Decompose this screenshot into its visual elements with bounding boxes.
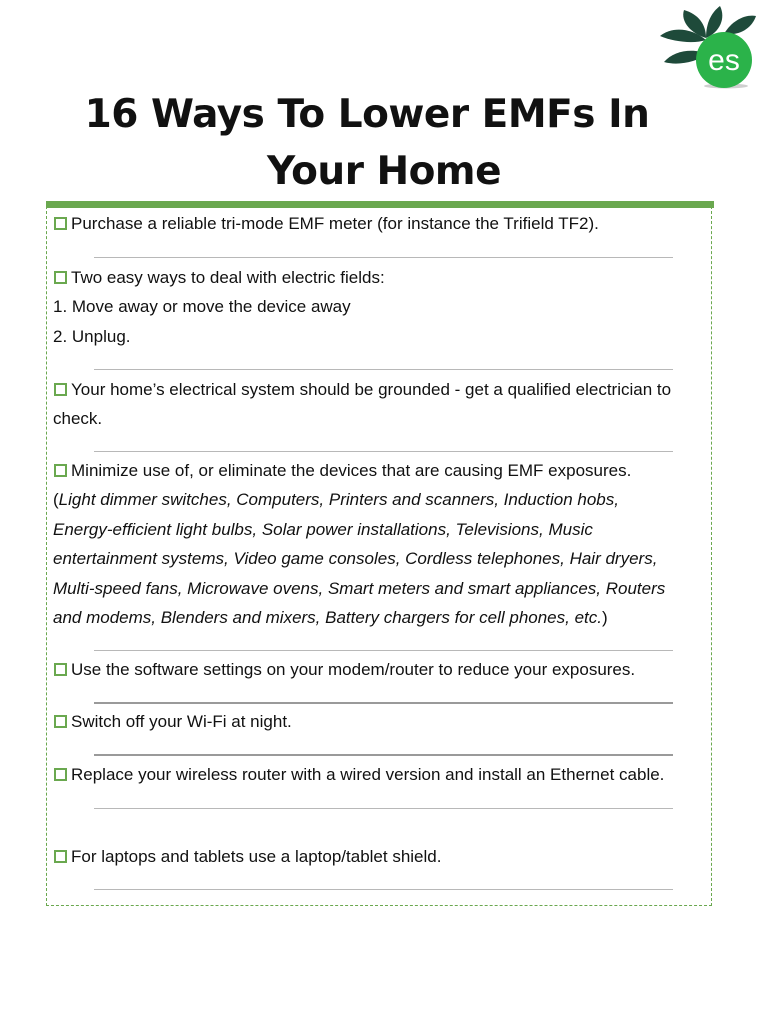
title-line-2: Your Home — [266, 149, 502, 194]
divider — [94, 808, 673, 809]
checkbox[interactable] — [54, 383, 67, 396]
checkbox[interactable] — [54, 464, 67, 477]
divider — [94, 702, 673, 704]
logo-text: es — [708, 44, 740, 77]
page-title — [0, 86, 768, 200]
divider — [94, 451, 673, 452]
checkbox[interactable] — [54, 271, 67, 284]
checkbox[interactable] — [54, 663, 67, 676]
checkbox[interactable] — [54, 768, 67, 781]
checklist-item: For laptops and tablets use a laptop/tablet shield. — [53, 842, 721, 871]
checklist-item: Purchase a reliable tri-mode EMF meter (for instance the Trifield TF2). — [53, 209, 721, 238]
checklist-item: Minimize use of, or eliminate the devices that are causing EMF exposures. (Light dimmer switches, Computers, Printers and scanners, Induction hobs, Energy-efficient light bulbs, Solar power installations, Televisions, Music entertainment systems, Video game consoles, Cordless telephones, Hair dryers, Multi-speed fans, Microwave ovens, Smart meters and smart appliances, Routers and modems, Blenders and mixers, Battery chargers for cell phones, etc.) — [53, 461, 666, 628]
checklist-top-bar — [46, 201, 714, 208]
divider — [94, 754, 673, 756]
divider — [94, 650, 673, 651]
divider — [94, 889, 673, 890]
checklist-item: Use the software settings on your modem/router to reduce your exposures. — [53, 655, 721, 684]
checklist-item: Your home’s electrical system should be grounded - get a qualified electrician to check. — [53, 380, 672, 429]
divider — [94, 257, 673, 258]
checkbox[interactable] — [54, 715, 67, 728]
title-line-1: 16 Ways To Lower EMFs In — [84, 92, 650, 137]
checklist-item: Switch off your Wi-Fi at night. — [53, 707, 721, 736]
checkbox[interactable] — [54, 850, 67, 863]
es-logo — [654, 4, 758, 90]
divider — [94, 369, 673, 370]
checkbox[interactable] — [54, 217, 67, 230]
checklist-item: Two easy ways to deal with electric fields: 1. Move away or move the device away 2. Unplug. — [53, 268, 385, 346]
checklist-item: Replace your wireless router with a wired version and install an Ethernet cable. — [53, 760, 721, 789]
